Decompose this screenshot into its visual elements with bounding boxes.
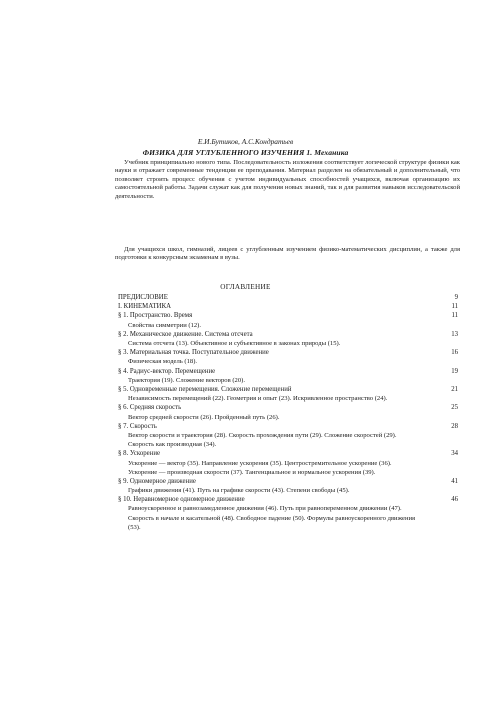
toc-entry-title: ПРЕДИСЛОВИЕ — [118, 294, 168, 301]
toc-entry-page: 25 — [451, 404, 458, 412]
toc-entry-subtopics: Система отсчета (13). Объективное и субъективное в законах природы (15). — [128, 339, 341, 347]
toc-entry-page: 41 — [451, 477, 458, 485]
toc-entry — [118, 302, 458, 311]
toc-entry-subtopics: Графики движения (41). Путь на графике скорости (43). Степени свободы (45). — [128, 487, 350, 495]
toc-entry-title: § 8. Ускорение — [118, 450, 160, 458]
toc-entry-title: § 1. Пространство. Время — [118, 312, 193, 320]
toc-entry-subtopics: Равноускоренное и равнозамедленное движения (46). Путь при равнопеременном движении (47). Скорость в начале и касательной (48). Свободное падение (50). Формулы равноускоренного движения (53). — [128, 505, 416, 531]
table-of-contents — [118, 293, 458, 532]
toc-entry — [118, 495, 458, 504]
toc-entry-title: § 10. Неравномерное одномерное движение — [118, 496, 245, 504]
toc-entry — [118, 367, 458, 376]
toc-entry-page: 46 — [451, 496, 458, 504]
toc-entry-subtopics: Свойства симметрии (12). — [128, 321, 202, 329]
toc-entry-subtopics: Физическая модель (18). — [128, 358, 198, 366]
toc-entry-page: 21 — [451, 385, 458, 393]
toc-entry-title: § 5. Одновременные перемещения. Сложение перемещений — [118, 385, 292, 393]
toc-entry-title: § 9. Одномерное движение — [118, 477, 196, 485]
toc-entry-title: § 3. Материальная точка. Поступательное движение — [118, 349, 269, 357]
toc-entry — [118, 422, 458, 431]
toc-entry-subtopics: Ускорение — вектор (35). Направление ускорения (35). Центростремительное ускорение (36). Ускорение — производная скорости (37). Тангенциальное и нормальное ускорения (39). — [128, 459, 392, 476]
toc-entry — [118, 477, 458, 486]
toc-entry-title: I. КИНЕМАТИКА — [118, 303, 172, 311]
toc-heading: ОГЛАВЛЕНИЕ — [220, 283, 271, 291]
toc-entry — [118, 348, 458, 357]
toc-entry-page: 9 — [454, 294, 458, 301]
toc-entry-title: § 6. Средняя скорость — [118, 404, 182, 412]
toc-entry-page: 34 — [451, 450, 458, 458]
toc-entry-subtopics: Вектор скорости и траектория (28). Скорость прохождения пути (29). Сложение скоростей (29). Скорость как производная (34). — [128, 431, 397, 449]
toc-entry-page: 19 — [451, 367, 458, 375]
toc-entry-page: 11 — [451, 312, 458, 320]
book-title: ФИЗИКА ДЛЯ УГЛУБЛЕННОГО ИЗУЧЕНИЯ 1. Механика — [142, 148, 349, 157]
toc-entry-subtopics: Независимость перемещений (22). Геометрия и опыт (23). Искривленное пространство (24). — [128, 395, 388, 403]
toc-entry-page: 13 — [451, 330, 458, 338]
toc-entry-page: 16 — [451, 349, 458, 357]
toc-entry-title: § 4. Радиус-вектор. Перемещение — [118, 367, 216, 375]
book-description: Учебник принципиально нового типа. Последовательность изложения соответствует логической структуре физики как науки и отражает современные тенденции ее преподавания. Материал разделен на обязательный и дополнительный, что позволяет строить процесс обучения с учетом индивидуальных способностей учащихся, включая организацию их самостоятельной работы. Задачи служат как для получения новых знаний, так и для развития навыков исследовательской деятельности. — [115, 159, 460, 200]
book-authors: Е.И.Бутиков, А.С.Кондратьев — [197, 137, 294, 146]
toc-entry — [118, 330, 458, 339]
toc-entry-title: § 7. Скорость — [118, 422, 157, 430]
toc-entry — [118, 403, 458, 412]
book-audience: Для учащихся школ, гимназий, лицеев с углубленным изучением физико-математических дисциплин, а также для подготовки к конкурсным экзаменам в вузы. — [115, 246, 460, 262]
toc-entry-title: § 2. Механическое движение. Система отсчета — [118, 330, 253, 338]
toc-entry — [118, 293, 458, 302]
toc-entry — [118, 449, 458, 458]
toc-entry — [118, 311, 458, 320]
toc-entry-subtopics: Траектория (19). Сложение векторов (20). — [128, 376, 245, 384]
toc-entry — [118, 385, 458, 394]
toc-entry-page: 11 — [451, 303, 458, 311]
toc-entry-page: 28 — [451, 422, 458, 430]
toc-entry-subtopics: Вектор средней скорости (26). Пройденный путь (26). — [128, 413, 280, 421]
